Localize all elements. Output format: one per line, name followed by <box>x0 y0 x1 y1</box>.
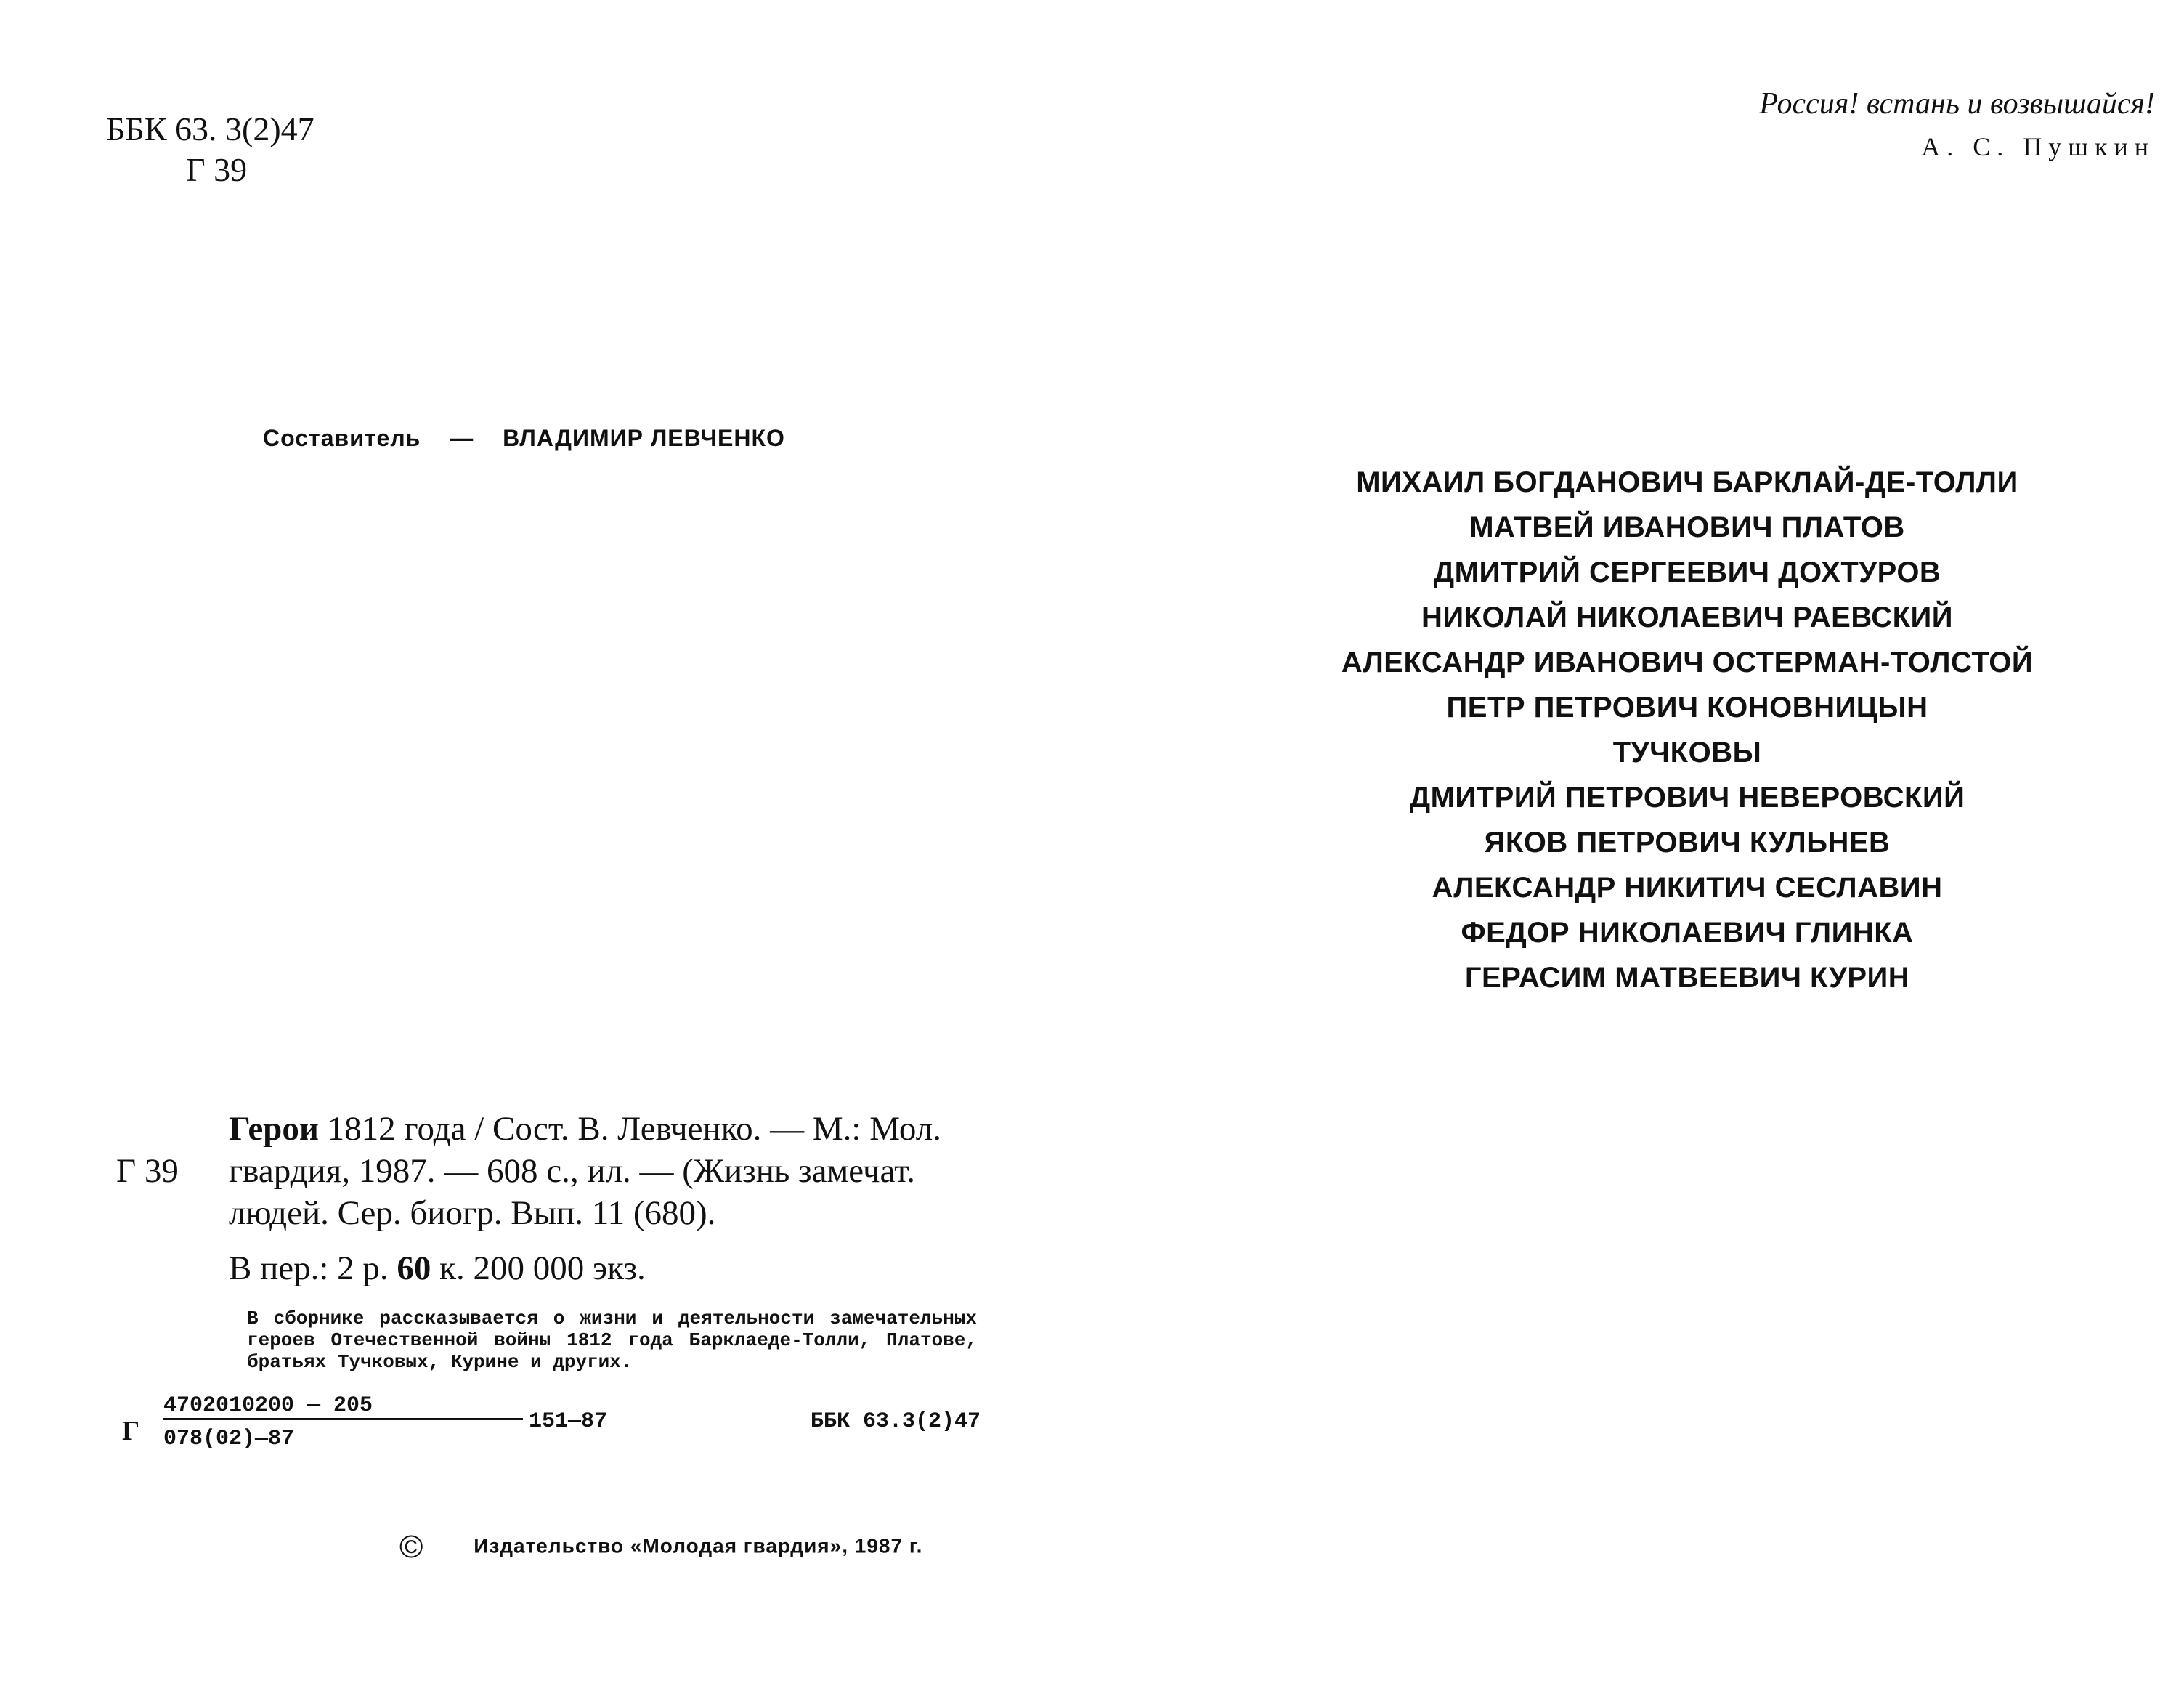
biblio-line-2 <box>116 1150 981 1192</box>
hero-name: АЛЕКСАНДР ИВАНОВИЧ ОСТЕРМАН-ТОЛСТОЙ <box>1341 647 2034 678</box>
author-mark: Г 39 <box>186 151 248 188</box>
epigraph-author: А. С. Пушкин <box>1921 132 2155 161</box>
compiler-name: ВЛАДИМИР ЛЕВЧЕНКО <box>503 425 785 451</box>
copyright-text: Издательство «Молодая гвардия», 1987 г. <box>474 1534 923 1557</box>
price-suffix: к. 200 000 экз. <box>431 1249 646 1287</box>
biblio-line-1-rest: 1812 года / Сост. В. Левченко. — М.: Мол. <box>318 1110 941 1148</box>
heroes-list <box>1324 460 2050 1000</box>
hero-name: ДМИТРИЙ ПЕТРОВИЧ НЕВЕРОВСКИЙ <box>1409 782 1965 814</box>
biblio-line-1 <box>116 1108 981 1150</box>
bbk-classification <box>106 109 314 190</box>
book-title: Герои <box>229 1110 319 1148</box>
epigraph-quote: Россия! встань и возвышайся! <box>1759 87 2155 121</box>
hero-name: НИКОЛАЙ НИКОЛАЕВИЧ РАЕВСКИЙ <box>1421 601 1954 633</box>
hero-name: АЛЕКСАНДР НИКИТИЧ СЕСЛАВИН <box>1432 872 1943 904</box>
hero-name: ПЕТР ПЕТРОВИЧ КОНОВНИЦЫН <box>1446 692 1928 724</box>
price-prefix: В пер.: 2 р. <box>229 1249 389 1287</box>
index-middle: 151—87 <box>529 1409 608 1434</box>
bbk-code: ББК 63. 3(2)47 <box>106 110 314 147</box>
biblio-line-3: людей. Сер. биогр. Вып. 11 (680). <box>229 1194 716 1232</box>
bibliographic-record <box>116 1108 981 1289</box>
price-line <box>116 1247 981 1289</box>
hero-name: МАТВЕЙ ИВАНОВИЧ ПЛАТОВ <box>1469 511 1905 543</box>
hero-name: ТУЧКОВЫ <box>1612 737 1762 769</box>
biblio-line-2-text: гвардия, 1987. — 608 с., ил. — (Жизнь замечат. <box>229 1152 915 1190</box>
hero-name: ЯКОВ ПЕТРОВИЧ КУЛЬНЕВ <box>1484 827 1891 859</box>
index-denominator: 078(02)—87 <box>163 1427 295 1451</box>
compiler-line <box>263 425 785 452</box>
hero-name: ДМИТРИЙ СЕРГЕЕВИЧ ДОХТУРОВ <box>1433 556 1941 588</box>
epigraph <box>1759 82 2155 162</box>
copyright-line <box>399 1529 922 1565</box>
price-kopecks: 60 <box>397 1249 431 1287</box>
copyright-icon: © <box>399 1529 424 1565</box>
compiler-label: Составитель <box>263 425 421 451</box>
hero-name: ГЕРАСИМ МАТВЕЕВИЧ КУРИН <box>1464 962 1910 994</box>
index-letter: Г <box>122 1416 140 1446</box>
annotation: В сборнике рассказывается о жизни и деятельности замечательных героев Отечественной войны 1812 года Барклаеде-Толли, Платове, братьях Тучковых, Курине и других. <box>247 1308 977 1373</box>
compiler-dash: — <box>450 425 474 451</box>
index-numerator: 4702010200 — 205 <box>163 1393 523 1420</box>
right-page <box>1092 0 2184 1694</box>
hero-name: МИХАИЛ БОГДАНОВИЧ БАРКЛАЙ-ДЕ-ТОЛЛИ <box>1356 466 2018 498</box>
hero-name: ФЕДОР НИКОЛАЕВИЧ ГЛИНКА <box>1461 917 1914 949</box>
publisher-index <box>116 1393 981 1473</box>
index-bbk: ББК 63.3(2)47 <box>810 1409 981 1434</box>
biblio-code: Г 39 <box>116 1152 179 1190</box>
